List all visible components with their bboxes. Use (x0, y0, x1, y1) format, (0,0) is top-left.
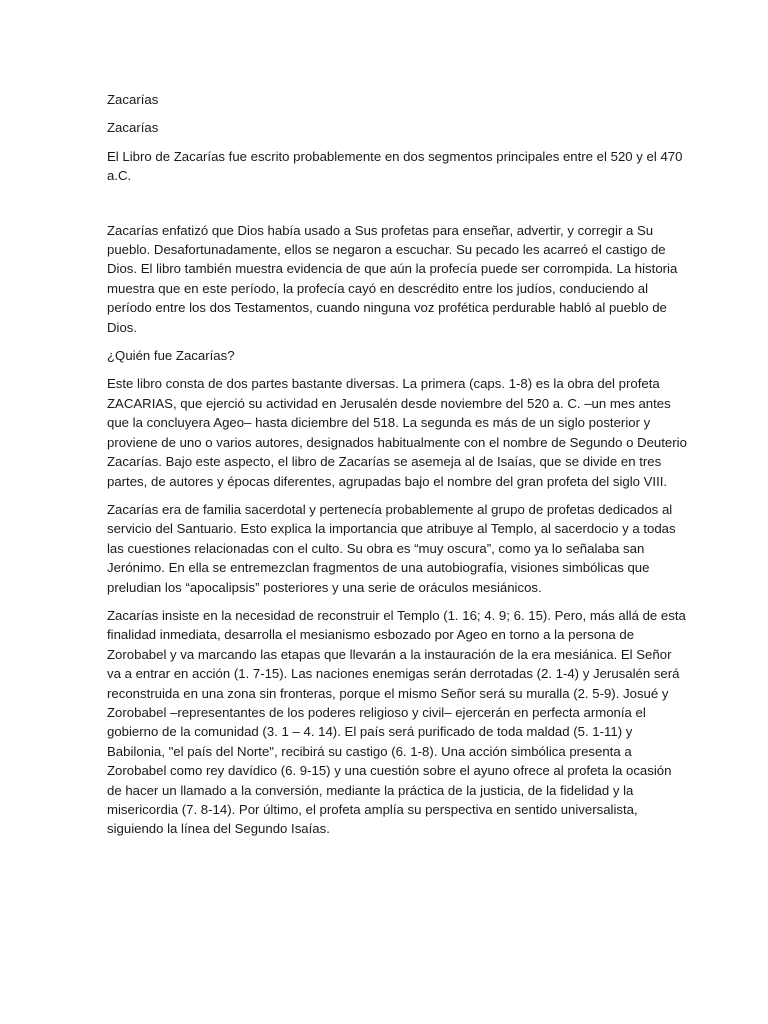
blank-line (107, 195, 687, 221)
paragraph-priestly-family: Zacarías era de familia sacerdotal y pertenecía probablemente al grupo de profetas dedicados al servicio del Santuario. Esto explica la importancia que atribuye al Templo, al sacerdocio y a todas las cuestiones relacionadas con el culto. Su obra es “muy oscura”, como ya lo señalaba san Jerónimo. En ella se entremezclan fragmentos de una autobiografía, visiones simbólicas que preludian los “apocalipsis” posteriores y una serie de oráculos mesiánicos. (107, 501, 676, 595)
section-question: ¿Quién fue Zacarías? (107, 348, 235, 364)
paragraph-structure: Este libro consta de dos partes bastante diversas. La primera (caps. 1-8) es la obra del profeta ZACARIAS, que ejerció su actividad en Jerusalén desde noviembre del 520 a. C. –un mes antes que la concluyera Ageo– hasta diciembre del 518. La segunda es más de un siglo posterior y proviene de uno o varios autores, designados habitualmente con el nombre de Segundo o Deuterio Zacarías. Bajo este aspecto, el libro de Zacarías se asemeja al de Isaías, que se divide en tres partes, de autores y épocas diferentes, agrupadas bajo el nombre del gran profeta del siglo VIII. (107, 376, 687, 489)
document-subheading: Zacarías (107, 120, 159, 136)
paragraph-temple-messianism: Zacarías insiste en la necesidad de reconstruir el Templo (1. 16; 4. 9; 6. 15). Pero, más allá de esta finalidad inmediata, desarrolla el mesianismo esbozado por Ageo en torno a la persona de Zorobabel y va marcando las etapas que llevarán a la instauración de la era mesiánica. El Señor va a entrar en acción (1. 7-15). Las naciones enemigas serán derrotadas (2. 1-4) y Jerusalén será reconstruida en una zona sin fronteras, porque el mismo Señor será su muralla (2. 5-9). Josué y Zorobabel –representantes de los poderes religioso y civil– ejercerán en perfecta armonía el gobierno de la comunidad (3. 1 – 4. 14). El país será purificado de toda maldad (5. 1-11) y Babilonia, "el país del Norte", recibirá su castigo (6. 1-8). Una acción simbólica presenta a Zorobabel como rey davídico (6. 9-15) y una cuestión sobre el ayuno ofrece al profeta la ocasión de hacer un llamado a la conversión, mediante la práctica de la justicia, de la fidelidad y la misericordia (7. 8-14). Por último, el profeta amplía su perspectiva en sentido universalista, siguiendo la línea del Segundo Isaías. (107, 607, 686, 837)
document-heading: Zacarías (107, 92, 159, 107)
intro-paragraph: El Libro de Zacarías fue escrito probablemente en dos segmentos principales entre el 520 y el 470 a.C. (107, 148, 683, 184)
document-page (107, 90, 687, 848)
paragraph-prophets: Zacarías enfatizó que Dios había usado a Sus profetas para enseñar, advertir, y corregir a Su pueblo. Desafortunadamente, ellos se negaron a escuchar. Su pecado les acarreó el castigo de Dios. El libro también muestra evidencia de que aún la profecía puede ser corrompida. La historia muestra que en este período, la profecía cayó en descrédito entre los judíos, conduciendo al período entre los dos Testamentos, cuando ninguna voz profética perdurable habló al pueblo de Dios. (107, 222, 678, 335)
